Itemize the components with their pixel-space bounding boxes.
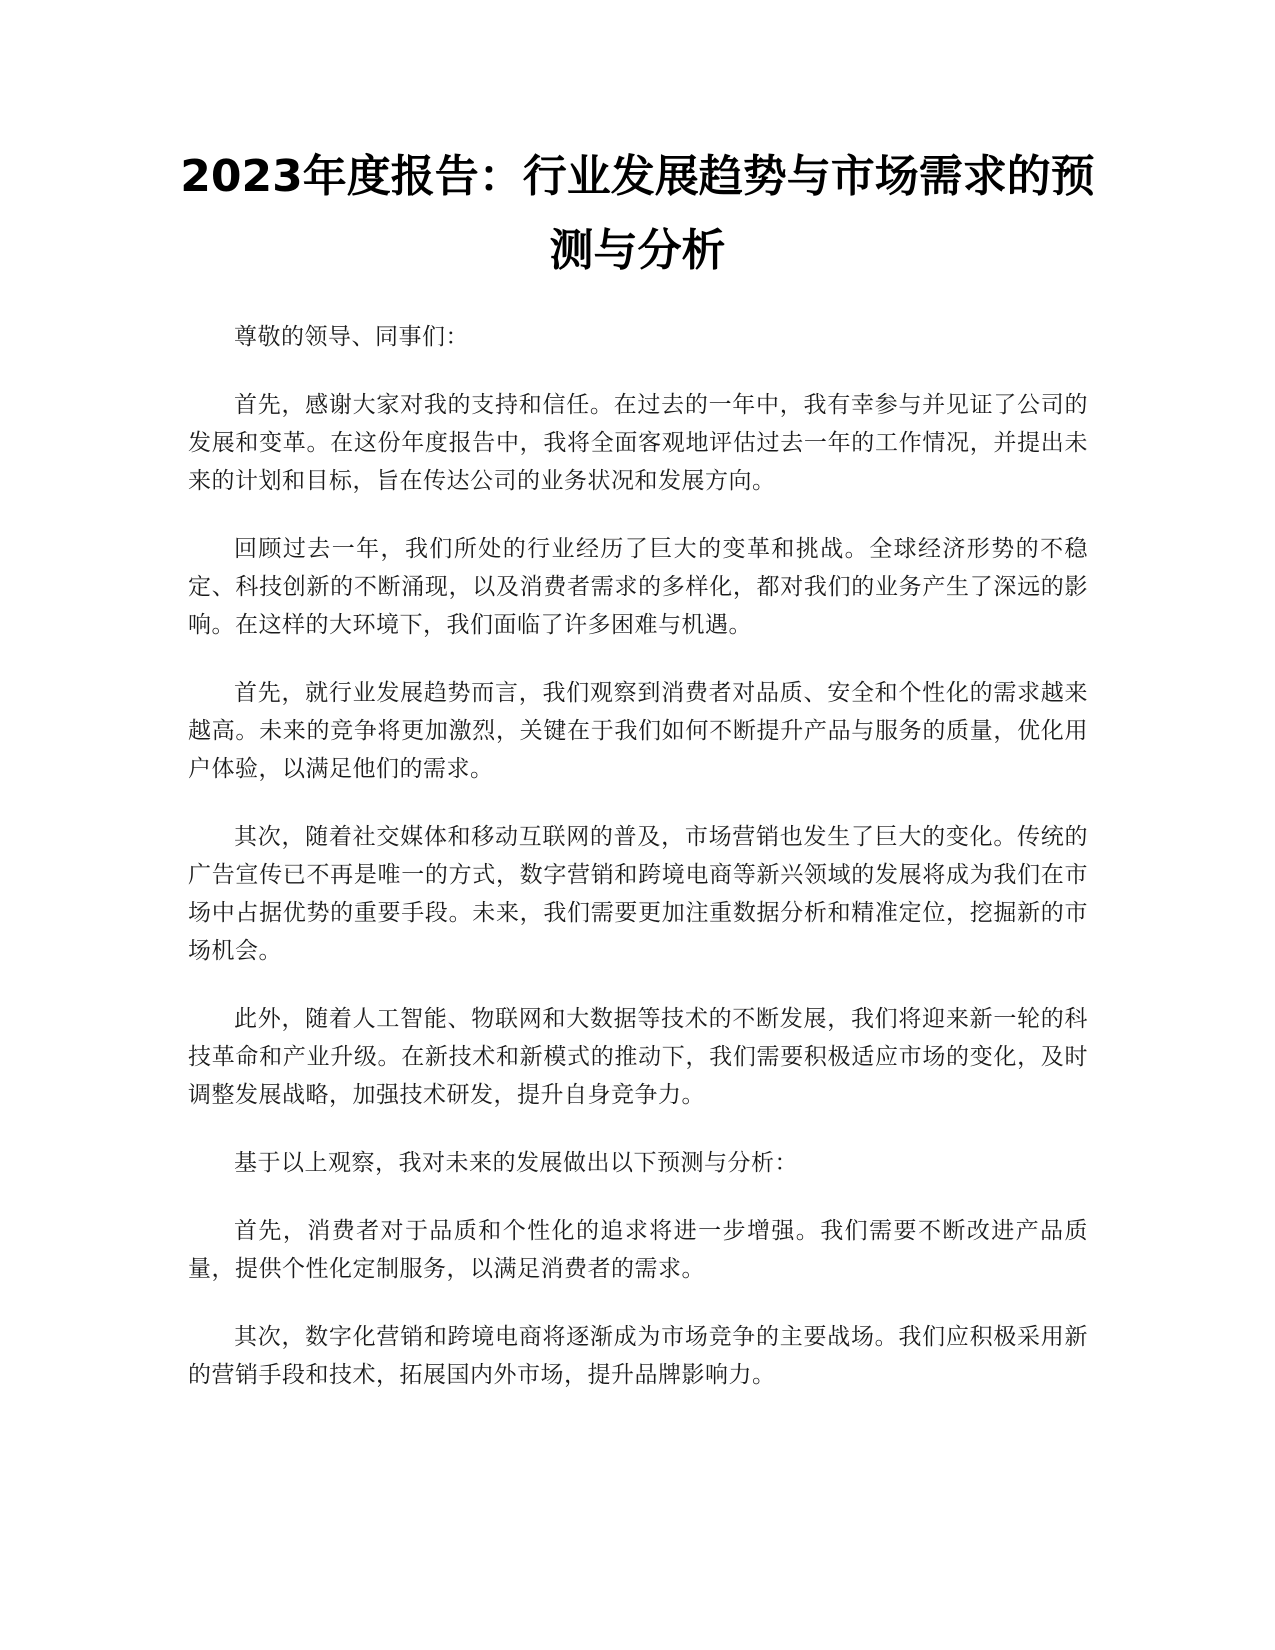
paragraph-thanks: 首先，感谢大家对我的支持和信任。在过去的一年中，我有幸参与并见证了公司的发展和变革。在这份年度报告中，我将全面客观地评估过去一年的工作情况，并提出未来的计划和目标，旨在传达公司的业务状况和发展方向。 [188, 392, 1088, 494]
paragraph-forecast-intro: 基于以上观察，我对未来的发展做出以下预测与分析： [234, 1150, 798, 1176]
document-title: 2023年度报告：行业发展趋势与市场需求的预测与分析 [180, 151, 1095, 276]
paragraph-marketing: 其次，随着社交媒体和移动互联网的普及，市场营销也发生了巨大的变化。传统的广告宣传已不再是唯一的方式，数字营销和跨境电商等新兴领域的发展将成为我们在市场中占据优势的重要手段。未来，我们需要更加注重数据分析和精准定位，挖掘新的市场机会。 [188, 824, 1088, 964]
paragraph-review: 回顾过去一年，我们所处的行业经历了巨大的变革和挑战。全球经济形势的不稳定、科技创新的不断涌现，以及消费者需求的多样化，都对我们的业务产生了深远的影响。在这样的大环境下，我们面临了许多困难与机遇。 [188, 536, 1088, 638]
paragraph-forecast-digital: 其次，数字化营销和跨境电商将逐渐成为市场竞争的主要战场。我们应积极采用新的营销手段和技术，拓展国内外市场，提升品牌影响力。 [188, 1324, 1088, 1388]
paragraph-technology: 此外，随着人工智能、物联网和大数据等技术的不断发展，我们将迎来新一轮的科技革命和产业升级。在新技术和新模式的推动下，我们需要积极适应市场的变化，及时调整发展战略，加强技术研发，提升自身竞争力。 [188, 1006, 1088, 1108]
paragraph-industry-trend: 首先，就行业发展趋势而言，我们观察到消费者对品质、安全和个性化的需求越来越高。未来的竞争将更加激烈，关键在于我们如何不断提升产品与服务的质量，优化用户体验，以满足他们的需求。 [188, 680, 1088, 782]
paragraph-salutation: 尊敬的领导、同事们： [234, 324, 469, 350]
document-body [188, 318, 1088, 1424]
paragraph-forecast-quality: 首先，消费者对于品质和个性化的追求将进一步增强。我们需要不断改进产品质量，提供个性化定制服务，以满足消费者的需求。 [188, 1218, 1088, 1282]
